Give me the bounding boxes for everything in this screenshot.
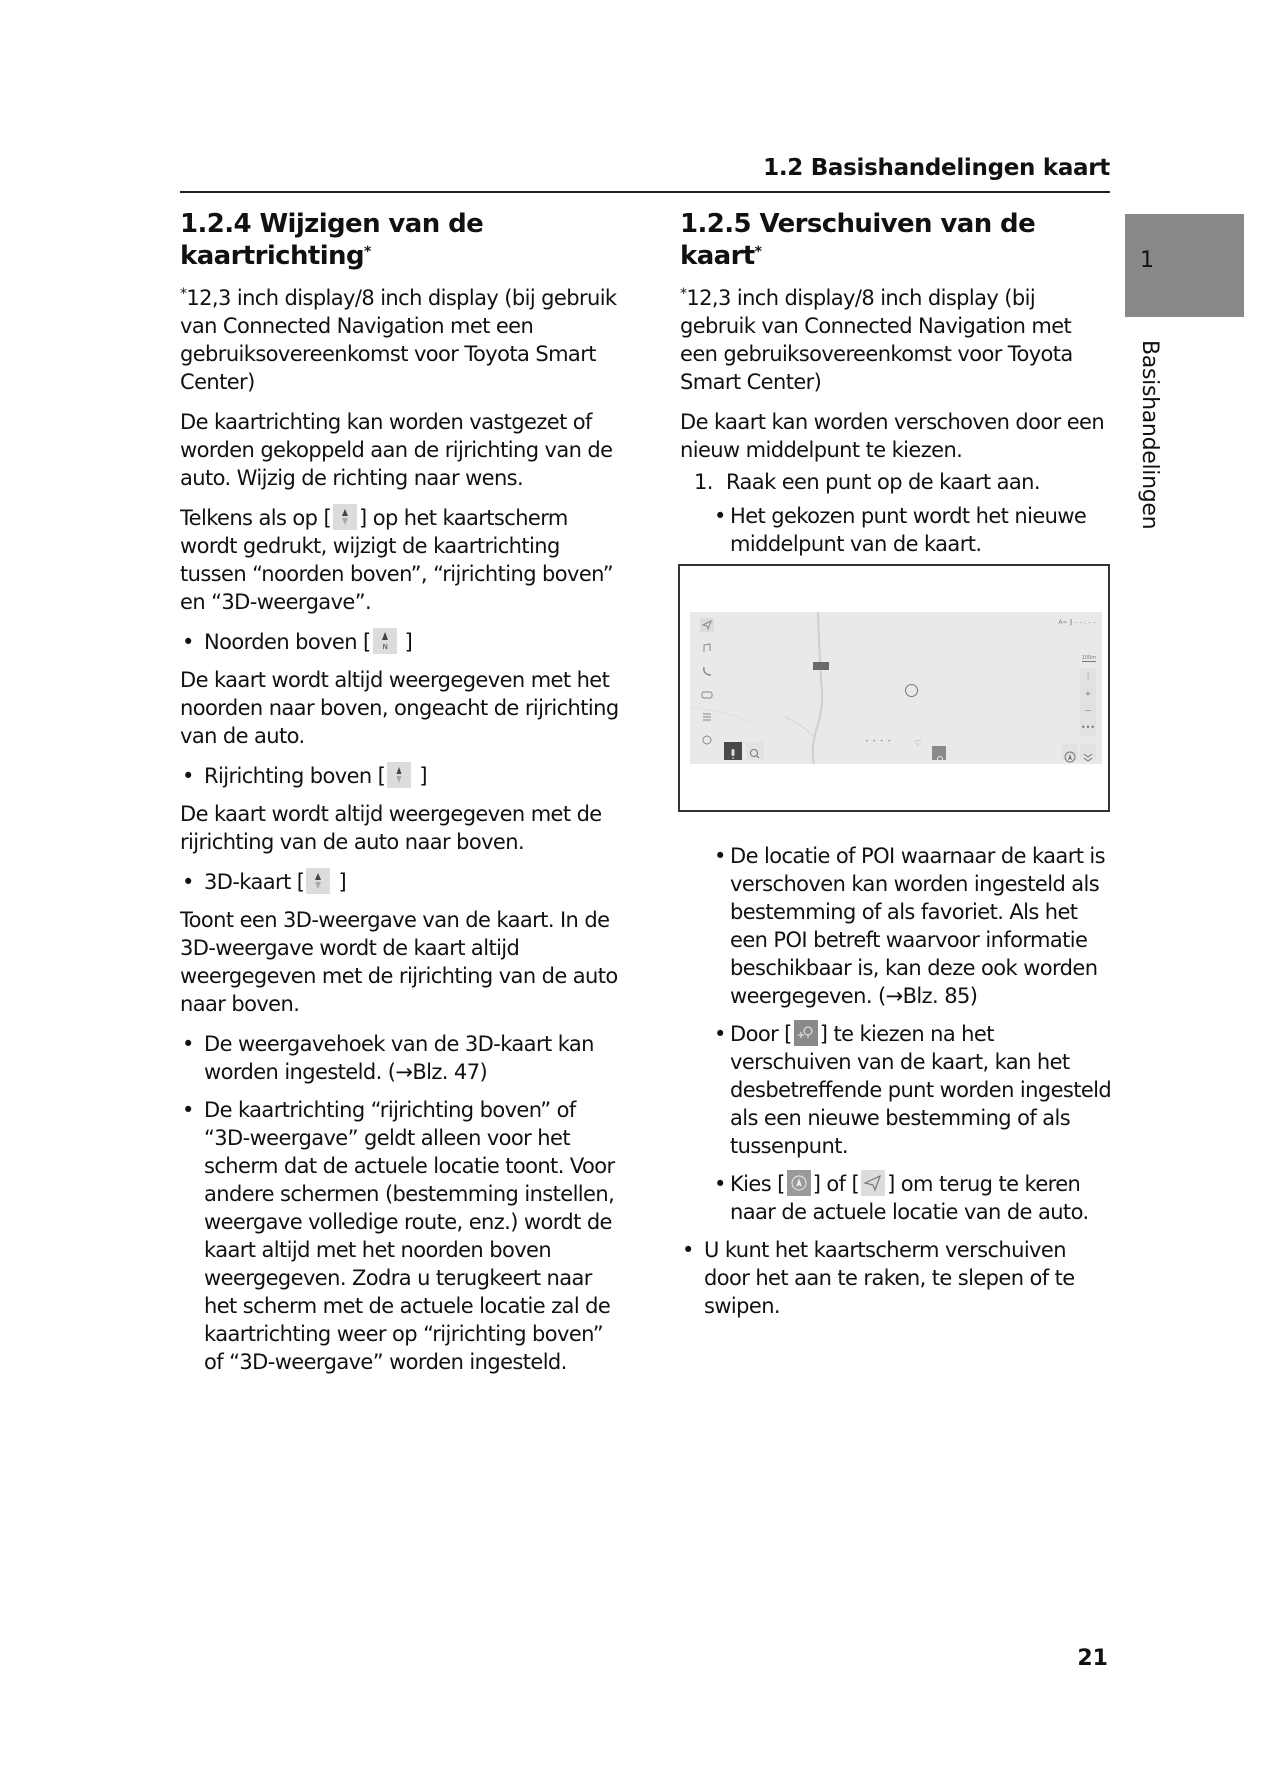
return-location-bullet: • Kies [ ] of [ ] om terug te keren naar de actuele locatie van de auto. xyxy=(680,1170,1112,1226)
mode-description: De kaart wordt altijd weergegeven met de rijrichting van de auto naar boven. xyxy=(180,802,602,854)
header-divider xyxy=(180,191,1110,193)
map-center-cursor xyxy=(905,684,918,697)
heading-up-icon xyxy=(387,762,411,788)
map-screen[interactable] xyxy=(690,612,1102,764)
mode-description: Toont een 3D-weergave van de kaart. In de 3D-weergave wordt de kaart altijd weergegeven met de rijrichting van de auto naar boven. xyxy=(180,908,618,1016)
favorite-icon[interactable]: ♡ xyxy=(914,739,921,748)
more-options-button[interactable]: ••• xyxy=(1080,723,1096,732)
page-dots: • • • • xyxy=(865,738,892,745)
orientation-button[interactable]: ᛙ xyxy=(1085,672,1091,681)
map-scale: 100m xyxy=(1081,655,1096,661)
svg-text:N: N xyxy=(382,643,387,651)
chapter-label: Basishandelingen xyxy=(1137,340,1162,530)
mode-heading-up: • Rijrichting boven [ ] xyxy=(180,762,620,790)
running-header: 1.2 Basishandelingen kaart xyxy=(763,155,1110,181)
navigation-arrow-icon xyxy=(861,1170,885,1196)
3d-map-icon xyxy=(306,868,330,894)
apps-list-icon[interactable] xyxy=(700,710,714,724)
note-item: • De weergavehoek van de 3D-kaart kan worden ingesteld. (→Blz. 47) xyxy=(180,1030,620,1086)
search-icon xyxy=(746,745,764,763)
mode-3d-map: • 3D-kaart [ ] xyxy=(180,868,620,896)
voice-mic-button[interactable] xyxy=(724,742,742,760)
north-up-icon xyxy=(373,628,397,654)
current-location-icon xyxy=(787,1170,811,1196)
mode-north-up: • Noorden boven [ N ] xyxy=(180,628,620,656)
page-number: 21 xyxy=(1077,1646,1108,1671)
chapter-tab xyxy=(1125,214,1244,317)
intro-paragraph: De kaart kan worden verschoven door een nieuw middelpunt te kiezen. xyxy=(680,410,1105,462)
intro-paragraph: De kaartrichting kan worden vastgezet of worden gekoppeld aan de rijrichting van de auto. Wijzig de richting naar wens. xyxy=(180,410,613,490)
microphone-icon xyxy=(724,745,742,763)
navigation-icon[interactable] xyxy=(700,618,714,632)
status-indicators: A= ‖ – – : – – xyxy=(1058,619,1096,626)
zoom-in-button[interactable]: + xyxy=(1084,689,1092,698)
chapter-number: 1 xyxy=(1140,248,1154,273)
poi-bullet: • De locatie of POI waarnaar de kaart is verschoven kan worden ingesteld als bestemming of als favoriet. Als het een POI betreft waarvoor informatie beschikbaar is, kan deze ook worden weergegeven. (→Blz. 85) xyxy=(680,842,1112,1010)
map-zoom-panel xyxy=(1080,668,1096,736)
section-heading: 1.2.4 Wijzigen van de kaartrichting* xyxy=(180,209,484,271)
double-chevron-down-icon xyxy=(1080,749,1096,765)
note-item: • De kaartrichting “rijrichting boven” of “3D-weergave” geldt alleen voor het scherm dat de actuele locatie toont. Voor andere schermen (bestemming instellen, weergave volledige route, enz.) wordt de kaart altijd met het noorden boven weergegeven. Zodra u terugkeert naar het scherm met de actuele locatie zal de kaartrichting weer op “rijrichting boven” of “3D-weergave” worden ingesteld. xyxy=(180,1096,620,1376)
current-location-button[interactable] xyxy=(1062,744,1078,760)
add-destination-button[interactable] xyxy=(932,746,946,760)
section-1-2-5 xyxy=(680,208,1112,1330)
mode-description: De kaart wordt altijd weergegeven met het noorden naar boven, ongeacht de rijrichting van de auto. xyxy=(180,668,619,748)
add-destination-bullet: • Door [ ] te kiezen na het verschuiven van de kaart, kan het desbetreffende punt worden ingesteld als een nieuwe bestemming of als tussenpunt. xyxy=(680,1020,1112,1160)
current-location-icon xyxy=(1062,749,1078,765)
swipe-bullet: • U kunt het kaartscherm verschuiven door het aan te raken, te slepen of te swipen. xyxy=(680,1236,1112,1320)
music-icon[interactable] xyxy=(700,641,714,655)
zoom-out-button[interactable]: − xyxy=(1084,706,1092,715)
add-pin-icon xyxy=(794,1020,818,1046)
search-button[interactable] xyxy=(746,742,764,760)
settings-gear-icon[interactable] xyxy=(700,733,714,747)
road-number-label xyxy=(813,662,829,670)
toggle-paragraph: Telkens als op [ ] op het kaartscherm wordt gedrukt, wijzigt de kaartrichting tussen “noorden boven”, “rijrichting boven” en “3D-weergave”. xyxy=(180,506,613,614)
map-screenshot-figure xyxy=(678,564,1110,812)
step-sub-bullet: • Het gekozen punt wordt het nieuwe middelpunt van de kaart. xyxy=(680,502,1112,558)
add-pin-icon xyxy=(932,753,946,767)
step-1: 1. Raak een punt op de kaart aan. xyxy=(694,470,1040,494)
compass-toggle-icon xyxy=(333,504,357,530)
expand-button[interactable] xyxy=(1080,744,1096,760)
footnote: *12,3 inch display/8 inch display (bij gebruik van Connected Navigation met een gebruiksovereenkomst voor Toyota Smart Center) xyxy=(180,286,617,394)
phone-icon[interactable] xyxy=(700,664,714,678)
section-heading: 1.2.5 Verschuiven van de kaart* xyxy=(680,209,1036,271)
car-icon[interactable] xyxy=(700,687,714,701)
section-1-2-4 xyxy=(180,208,620,1386)
footnote: *12,3 inch display/8 inch display (bij gebruik van Connected Navigation met een gebruiksovereenkomst voor Toyota Smart Center) xyxy=(680,286,1073,394)
